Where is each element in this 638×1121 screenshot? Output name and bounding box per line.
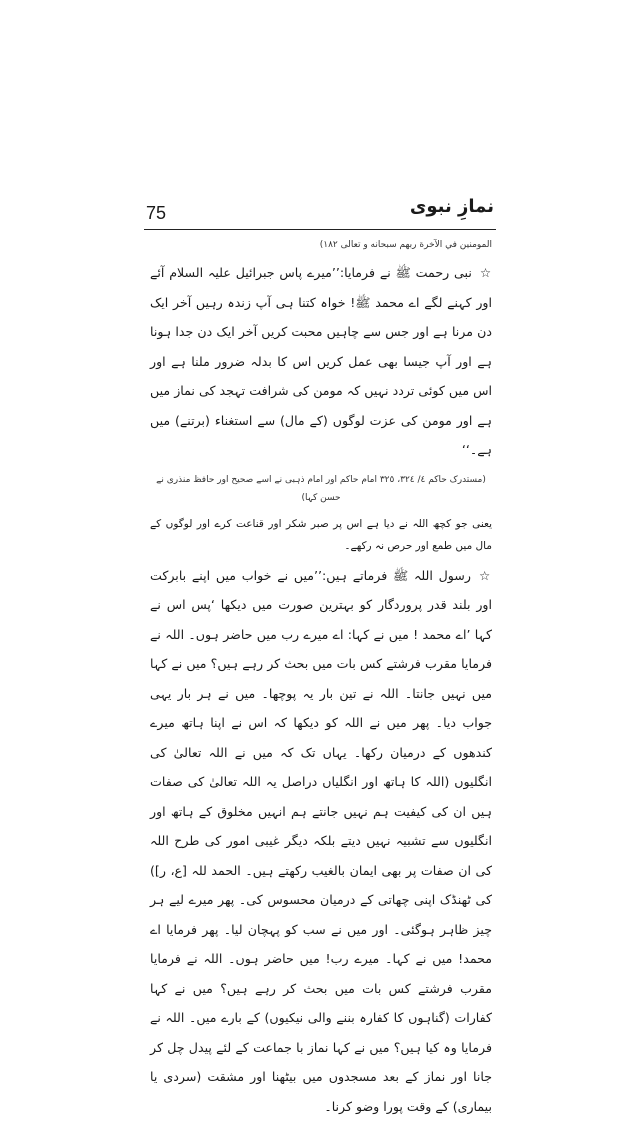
book-title: نمازِ نبوی <box>410 196 494 217</box>
page-content <box>150 236 492 1121</box>
explanatory-note: یعنی جو کچھ اللہ نے دیا ہے اس پر صبر شکر اور قناعت کرے اور لوگوں کے مال میں طمع اور حرص نہ رکھے۔ <box>150 513 492 557</box>
paragraph-1 <box>150 258 492 465</box>
header-divider <box>144 229 496 230</box>
reference-middle: (مستدرک حاکم ٤/ ٣٢٤، ٣٢٥ امام حاکم اور امام ذہبی نے اسے صحیح اور حافظ منذری نے حسن کہا) <box>150 471 492 507</box>
reference-top: المومنين في الآخرة ربهم سبحانه و تعالى ١٨٢) <box>150 236 492 254</box>
paragraph-2 <box>150 561 492 1121</box>
star-icon: ☆ <box>480 265 492 280</box>
paragraph-2-text: رسول اللہ ﷺ فرماتے ہیں:’’میں نے خواب میں اپنے بابرکت اور بلند قدر پروردگار کو بہترین صورت میں دیکھا ‘پس اس نے کہا ’اے محمد ! میں نے کہا: اے میرے رب میں حاضر ہوں۔ اللہ نے فرمایا مقرب فرشتے کس بات میں بحث کر رہے ہیں؟ میں نے کہا میں نہیں جانتا۔ اللہ نے تین بار یہ پوچھا۔ میں نے ہر بار یہی جواب دیا۔ پھر میں نے اللہ کو دیکھا کہ اس نے اپنا ہاتھ میرے کندھوں کے درمیان رکھا۔ یہاں تک کہ میں نے اللہ تعالیٰ کی انگلیوں (اللہ کا ہاتھ اور انگلیاں دراصل یہ اللہ تعالیٰ کی صفات ہیں ان کی کیفیت ہم نہیں جانتے ہم انہیں مخلوق کے ہاتھ اور انگلیوں سے تشبیہ نہیں دیتے بلکہ دیگر غیبی امور کی طرح اللہ کی ان صفات پر بھی ایمان بالغیب رکھتے ہیں۔ الحمد للہ [ع، ر]) کی ٹھنڈک اپنی چھاتی کے درمیان محسوس کی۔ پھر میرے لیے ہر چیز ظاہر ہوگئی۔ اور میں نے سب کو پہچان لیا۔ پھر فرمایا اے محمد! میں نے کہا۔ میرے رب! میں حاضر ہوں۔ اللہ نے فرمایا مقرب فرشتے کس بات میں بحث کر رہے ہیں؟ میں نے کہا کفارات (گناہوں کا کفارہ بننے والی نیکیوں) کے بارے میں۔ اللہ نے فرمایا وہ کیا ہیں؟ میں نے کہا نماز با جماعت کے لئے پیدل چل کر جانا اور نماز کے بعد مسجدوں میں بیٹھنا اور مشقت (سردی یا بیماری) کے وقت پورا وضو کرنا۔ <box>150 568 492 1114</box>
paragraph-1-text: نبی رحمت ﷺ نے فرمایا:’’میرے پاس جبرائیل علیہ السلام آئے اور کہنے لگے اے محمد ﷺ! خواہ کتنا ہی آپ زندہ رہیں آخر ایک دن مرنا ہے اور جس سے چاہیں محبت کریں آخر ایک دن جدا ہونا ہے اور آپ جیسا بھی عمل کریں اس کا بدلہ ضرور ملنا ہے اور اس میں کوئی تردد نہیں کہ مومن کی شرافت تہجد کی نماز میں ہے اور مومن کی عزت لوگوں (کے مال) سے استغناء (برتنے) میں ہے۔‘‘ <box>150 265 492 457</box>
star-icon: ☆ <box>479 568 492 583</box>
page-number: 75 <box>146 203 166 224</box>
